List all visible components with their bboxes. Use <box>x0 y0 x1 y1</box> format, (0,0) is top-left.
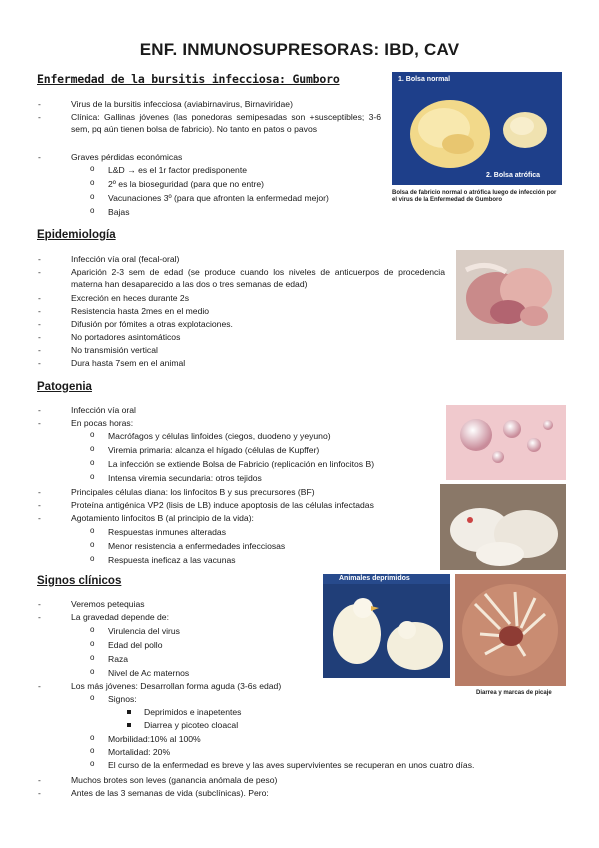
text-line: Signos: <box>108 694 137 704</box>
text-line: La gravedad depende de: <box>71 612 169 622</box>
bullet-dash: - <box>38 293 41 303</box>
text-line: Proteína antigénica VP2 (lisis de LB) induce apoptosis de las células infectadas <box>71 500 374 510</box>
bullet-dash: - <box>38 487 41 497</box>
bullet-dash: - <box>38 99 41 109</box>
bullet-circle: o <box>90 178 95 187</box>
text-line: Mortalidad: 20% <box>108 747 171 757</box>
bullet-dash: - <box>38 500 41 510</box>
text-line: Difusión por fómites a otras explotaciones. <box>71 319 233 329</box>
bullet-dash: - <box>38 254 41 264</box>
bullet-dash: - <box>38 405 41 415</box>
bullet-dash: - <box>38 358 41 368</box>
bullet-dash: - <box>38 267 41 277</box>
bullet-dash: - <box>38 599 41 609</box>
image-label: 2. Bolsa atrófica <box>486 172 541 179</box>
bullet-circle: o <box>90 430 95 439</box>
text-line: Agotamiento linfocitos B (al principio de la vida): <box>71 513 254 523</box>
text-line: No transmisión vertical <box>71 345 158 355</box>
bullet-dash: - <box>38 112 41 122</box>
bullet-dash: - <box>38 332 41 342</box>
text-line: Respuesta ineficaz a las vacunas <box>108 555 236 565</box>
bullet-circle: o <box>90 164 95 173</box>
bullet-circle: o <box>90 693 95 702</box>
section-heading-signos: Signos clínicos <box>37 575 122 587</box>
text-line: Aparición 2-3 sem de edad (se produce cuando los niveles de anticuerpos de procedencia materna han desaparecido a las dos o tres semanas de edad) <box>71 267 445 289</box>
text-line: Bajas <box>108 207 130 217</box>
text-line: Los más jóvenes: Desarrollan forma aguda (3-6s edad) <box>71 681 282 691</box>
depressed-chicks-illustration <box>323 584 450 678</box>
bullet-dash: - <box>38 418 41 428</box>
bullet-circle: o <box>90 733 95 742</box>
text-line: Menor resistencia a enfermedades infecciosas <box>108 541 286 551</box>
bullet-circle: o <box>90 554 95 563</box>
text-line: Graves pérdidas económicas <box>71 152 183 162</box>
text-line: Nivel de Ac maternos <box>108 668 190 678</box>
virus-illustration <box>446 405 566 480</box>
bullet-dash: - <box>38 775 41 785</box>
text-line: Muchos brotes son leves (ganancia anómala de peso) <box>71 775 278 785</box>
text-line: Infección vía oral (fecal-oral) <box>71 254 180 264</box>
text-line: Respuestas inmunes alteradas <box>108 527 226 537</box>
virus-micrograph <box>446 405 566 480</box>
text-line: Excreción en heces durante 2s <box>71 293 189 303</box>
bullet-circle: o <box>90 540 95 549</box>
text-line: Virus de la bursitis infecciosa (aviabirnavirus, Birnaviridae) <box>71 99 293 109</box>
text-line: Deprimidos e inapetentes <box>144 707 242 717</box>
text-line: En pocas horas: <box>71 418 134 428</box>
bullet-circle: o <box>90 639 95 648</box>
text-line: Virulencia del virus <box>108 626 180 636</box>
bullet-circle: o <box>90 746 95 755</box>
image-caption: Bolsa de fabricio normal o atrófica luego de infección por el virus de la Enfermedad de Gumboro <box>392 190 557 203</box>
text-line: L&D → es el 1r factor predisponente <box>108 165 248 175</box>
necropsy-illustration <box>456 250 564 340</box>
text-line: Resistencia hasta 2mes en el medio <box>71 306 210 316</box>
bursa-photo <box>392 72 562 185</box>
chicks-illustration <box>440 484 566 570</box>
text-line: Intensa viremia secundaria: otros tejidos <box>108 473 262 483</box>
text-line: Dura hasta 7sem en el animal <box>71 358 186 368</box>
bullet-circle: o <box>90 472 95 481</box>
image-label: 1. Bolsa normal <box>398 76 451 83</box>
bullet-dash: - <box>38 612 41 622</box>
bullet-circle: o <box>90 526 95 535</box>
text-line: 2º es la bioseguridad (para que no entre) <box>108 179 265 189</box>
section-heading-epidemiologia: Epidemiología <box>37 229 116 241</box>
image-caption: Diarrea y marcas de picaje <box>476 690 552 696</box>
text-line: Antes de las 3 semanas de vida (subclínicas). Pero: <box>71 788 269 798</box>
bullet-circle: o <box>90 625 95 634</box>
bullet-dash: - <box>38 306 41 316</box>
text-line: Veremos petequias <box>71 599 145 609</box>
bullet-dash: - <box>38 319 41 329</box>
section-heading-bursitis: Enfermedad de la bursitis infecciosa: Gumboro <box>37 72 340 86</box>
bullet-dash: - <box>38 788 41 798</box>
text-line: Macrófagos y células linfoides (ciegos, duodeno y yeyuno) <box>108 431 331 441</box>
picking-marks-photo <box>455 574 566 686</box>
depressed-chicks-photo <box>323 574 450 678</box>
bullet-circle: o <box>90 653 95 662</box>
bursa-illustration <box>392 72 562 185</box>
text-line: Edad del pollo <box>108 640 163 650</box>
section-heading-patogenia: Patogenia <box>37 381 92 393</box>
bullet-circle: o <box>90 206 95 215</box>
text-line: Diarrea y picoteo cloacal <box>144 720 239 730</box>
text-line: Viremia primaria: alcanza el hígado (células de Kupffer) <box>108 445 320 455</box>
bullet-square <box>127 723 131 727</box>
bullet-circle: o <box>90 444 95 453</box>
text-line: Infección vía oral <box>71 405 136 415</box>
text-line: Clínica: Gallinas jóvenes (las ponedoras semipesadas son +susceptibles; 3-6 sem, pq aún tienen bolsa de fabricio). No tanto en patos o pavos <box>71 112 381 134</box>
picking-marks-illustration <box>455 574 566 686</box>
text-line: El curso de la enfermedad es breve y las aves supervivientes se recuperan en unos cuatro días. <box>108 760 475 770</box>
text-line: Morbilidad:10% al 100% <box>108 734 201 744</box>
text-line: No portadores asintomáticos <box>71 332 181 342</box>
bullet-dash: - <box>38 681 41 691</box>
bullet-square <box>127 710 131 714</box>
text-line: Raza <box>108 654 129 664</box>
text-line: Vacunaciones 3º (para que afronten la enfermedad mejor) <box>108 193 329 203</box>
bullet-dash: - <box>38 152 41 162</box>
text-line: La infección se extiende Bolsa de Fabricio (replicación en linfocitos B) <box>108 459 375 469</box>
chicks-photo <box>440 484 566 570</box>
image-label: Animales deprimidos <box>339 575 410 582</box>
bullet-circle: o <box>90 759 95 768</box>
bullet-circle: o <box>90 667 95 676</box>
bullet-dash: - <box>38 513 41 523</box>
page-title: ENF. INMUNOSUPRESORAS: IBD, CAV <box>139 40 460 59</box>
bullet-dash: - <box>38 345 41 355</box>
bullet-circle: o <box>90 192 95 201</box>
text-line: Principales células diana: los linfocitos B y sus precursores (BF) <box>71 487 315 497</box>
necropsy-photo <box>456 250 564 340</box>
bullet-circle: o <box>90 458 95 467</box>
